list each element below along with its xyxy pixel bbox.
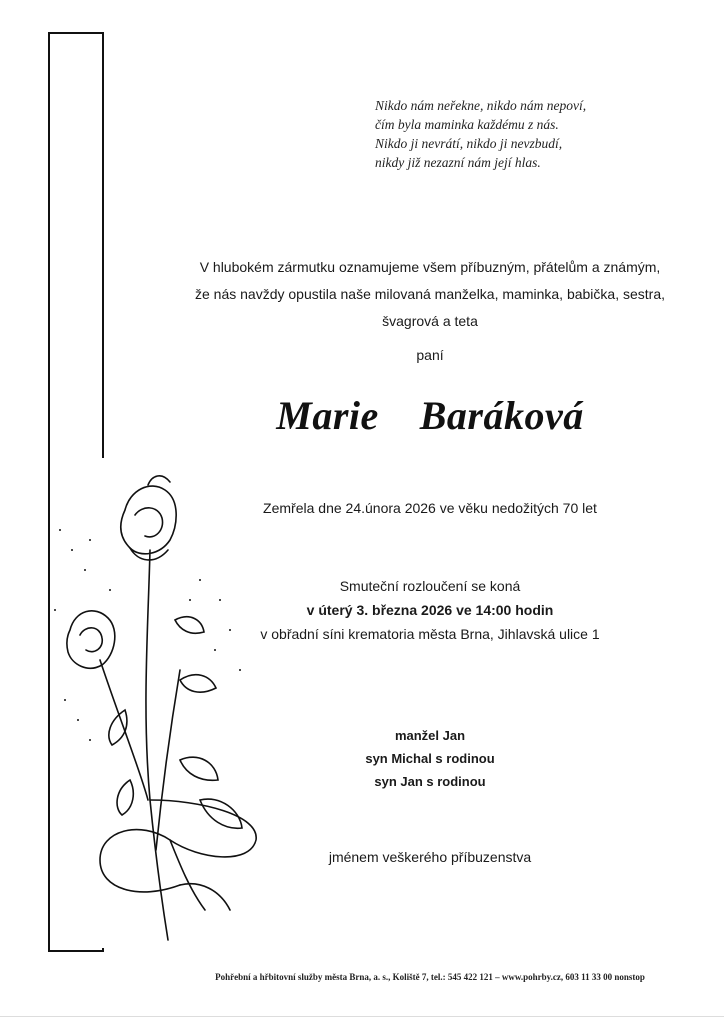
honorific: paní [416, 347, 444, 363]
ceremony-intro: Smuteční rozloučení se koná [339, 578, 521, 594]
ceremony-datetime: v úterý 3. března 2026 ve 14:00 hodin [306, 602, 554, 618]
mourners-list [170, 724, 690, 793]
roses-drawing-icon [30, 470, 280, 950]
footer-contact: Pohřební a hřbitovní služby města Brna, a. s., Koliště 7, tel.: 545 422 121 – www.pohrby.cz, 603 11 33 00 nonstop [215, 972, 645, 982]
mourner: manžel Jan [394, 728, 466, 743]
mourner: syn Michal s rodinou [365, 751, 495, 766]
behalf-text: jménem veškerého příbuzenstva [328, 849, 532, 865]
announcement-line: že nás navždy opustila naše milovaná manželka, maminka, babička, sestra, [194, 286, 665, 302]
mourner: syn Jan s rodinou [374, 774, 486, 789]
announcement-line: V hlubokém zármutku oznamujeme všem příbuzným, přátelům a známým, [199, 259, 661, 275]
announcement [170, 254, 690, 335]
ceremony-info [170, 574, 690, 646]
death-notice: Zemřela dne 24.února 2026 ve věku nedožitých 70 let [263, 500, 597, 516]
poem-line: Nikdo ji nevrátí, nikdo ji nevzbudí, [375, 136, 563, 151]
page-divider [0, 1016, 724, 1017]
announcement-line: švagrová a teta [382, 313, 478, 329]
poem [375, 96, 675, 172]
poem-line: nikdy již nezazní nám její hlas. [375, 155, 541, 170]
poem-line: Nikdo nám neřekne, nikdo nám nepoví, [375, 98, 587, 113]
ceremony-place: v obřadní síni krematoria města Brna, Jihlavská ulice 1 [260, 626, 600, 642]
poem-line: čím byla maminka každému z nás. [375, 117, 559, 132]
deceased-name: Marie Baráková [276, 393, 584, 438]
